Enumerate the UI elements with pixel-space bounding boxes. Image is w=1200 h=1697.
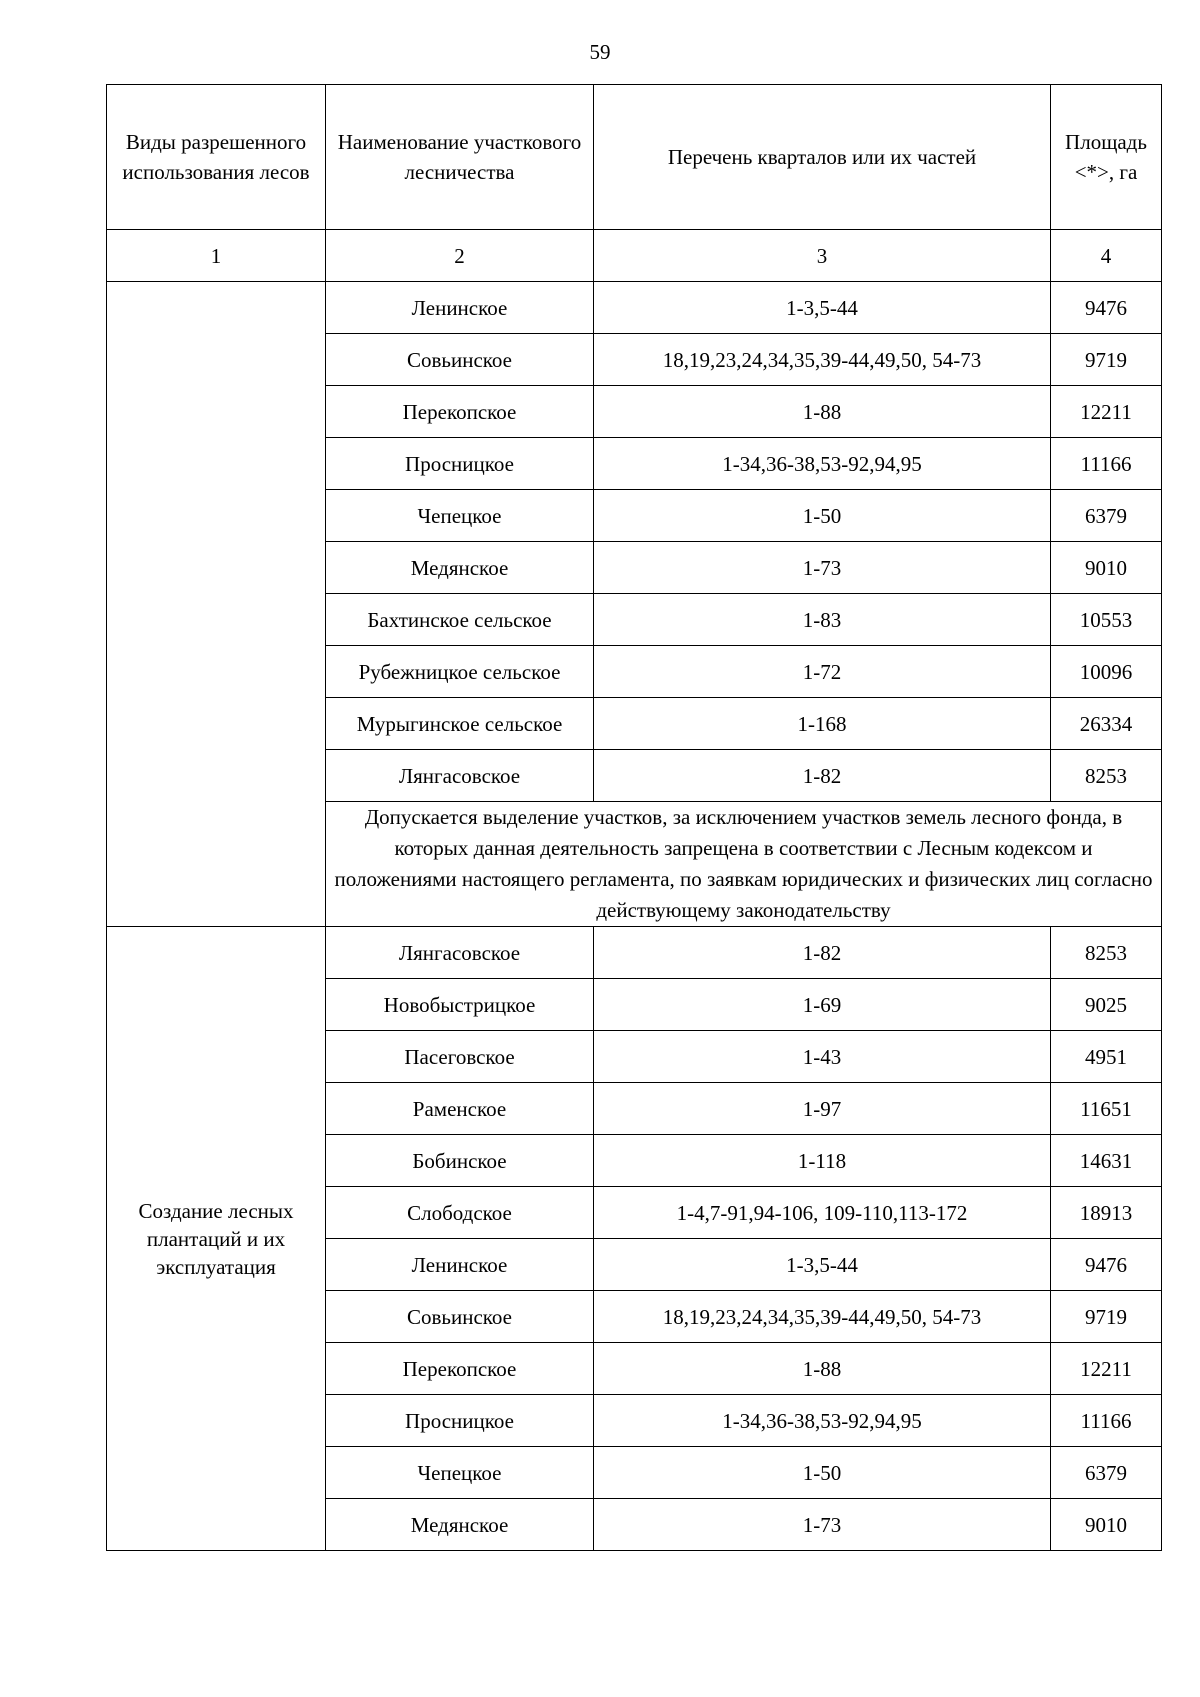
area: 10096 [1051, 646, 1162, 698]
area: 6379 [1051, 490, 1162, 542]
column-number: 1 [107, 230, 326, 282]
column-number: 3 [594, 230, 1051, 282]
column-number: 4 [1051, 230, 1162, 282]
table-row [107, 282, 1162, 334]
forestry-name: Бахтинское сельское [326, 594, 594, 646]
area: 9719 [1051, 334, 1162, 386]
forestry-name: Бобинское [326, 1135, 594, 1187]
area: 8253 [1051, 750, 1162, 802]
forestry-name: Перекопское [326, 1343, 594, 1395]
area: 4951 [1051, 1031, 1162, 1083]
forestry-name: Совьинское [326, 1291, 594, 1343]
forestry-name: Чепецкое [326, 490, 594, 542]
quarters: 18,19,23,24,34,35,39-44,49,50, 54-73 [594, 334, 1051, 386]
quarters: 1-3,5-44 [594, 1239, 1051, 1291]
area: 10553 [1051, 594, 1162, 646]
quarters: 1-83 [594, 594, 1051, 646]
use-type-cell [107, 282, 326, 927]
quarters: 1-50 [594, 490, 1051, 542]
area: 9719 [1051, 1291, 1162, 1343]
quarters: 1-3,5-44 [594, 282, 1051, 334]
forestry-name: Слободское [326, 1187, 594, 1239]
quarters: 1-118 [594, 1135, 1051, 1187]
quarters: 1-168 [594, 698, 1051, 750]
area: 8253 [1051, 927, 1162, 979]
forestry-name: Медянское [326, 1499, 594, 1551]
quarters: 1-82 [594, 927, 1051, 979]
area: 6379 [1051, 1447, 1162, 1499]
forestry-name: Просницкое [326, 1395, 594, 1447]
allocation-note: Допускается выделение участков, за исключением участков земель лесного фонда, в которых данная деятельность запрещена в соответствии с Лесным кодексом и положениями настоящего регламента, по заявкам юридических и физических лиц согласно действующему законодательству [326, 802, 1162, 927]
forestry-name: Совьинское [326, 334, 594, 386]
header-area: Площадь <*>, га [1051, 85, 1162, 230]
header-forestry-name: Наименование участкового лесничества [326, 85, 594, 230]
area: 12211 [1051, 386, 1162, 438]
header-use-type: Виды разрешенного использования лесов [107, 85, 326, 230]
forestry-name: Новобыстрицкое [326, 979, 594, 1031]
forestry-name: Лянгасовское [326, 750, 594, 802]
area: 11651 [1051, 1083, 1162, 1135]
forestry-name: Ленинское [326, 282, 594, 334]
forestry-name: Ленинское [326, 1239, 594, 1291]
area: 12211 [1051, 1343, 1162, 1395]
use-type-cell: Создание лесных плантаций и их эксплуатация [107, 927, 326, 1551]
area: 9476 [1051, 282, 1162, 334]
quarters: 1-82 [594, 750, 1051, 802]
column-number: 2 [326, 230, 594, 282]
area: 9025 [1051, 979, 1162, 1031]
forestry-name: Рубежницкое сельское [326, 646, 594, 698]
forest-use-table [106, 84, 1162, 1551]
area: 9010 [1051, 1499, 1162, 1551]
area: 9476 [1051, 1239, 1162, 1291]
area: 9010 [1051, 542, 1162, 594]
forestry-name: Просницкое [326, 438, 594, 490]
forestry-name: Раменское [326, 1083, 594, 1135]
quarters: 1-73 [594, 1499, 1051, 1551]
quarters: 1-72 [594, 646, 1051, 698]
quarters: 1-88 [594, 1343, 1051, 1395]
quarters: 18,19,23,24,34,35,39-44,49,50, 54-73 [594, 1291, 1051, 1343]
quarters: 1-73 [594, 542, 1051, 594]
quarters: 1-50 [594, 1447, 1051, 1499]
column-number-row [107, 230, 1162, 282]
quarters: 1-34,36-38,53-92,94,95 [594, 1395, 1051, 1447]
forestry-name: Медянское [326, 542, 594, 594]
quarters: 1-97 [594, 1083, 1051, 1135]
forestry-name: Лянгасовское [326, 927, 594, 979]
quarters: 1-4,7-91,94-106, 109-110,113-172 [594, 1187, 1051, 1239]
table-row [107, 927, 1162, 979]
area: 26334 [1051, 698, 1162, 750]
forestry-name: Перекопское [326, 386, 594, 438]
quarters: 1-34,36-38,53-92,94,95 [594, 438, 1051, 490]
area: 18913 [1051, 1187, 1162, 1239]
area: 11166 [1051, 438, 1162, 490]
quarters: 1-69 [594, 979, 1051, 1031]
header-row [107, 85, 1162, 230]
quarters: 1-43 [594, 1031, 1051, 1083]
forestry-name: Чепецкое [326, 1447, 594, 1499]
area: 14631 [1051, 1135, 1162, 1187]
area: 11166 [1051, 1395, 1162, 1447]
forestry-name: Пасеговское [326, 1031, 594, 1083]
forestry-name: Мурыгинское сельское [326, 698, 594, 750]
page-number: 59 [589, 40, 611, 64]
quarters: 1-88 [594, 386, 1051, 438]
header-quarters-list: Перечень кварталов или их частей [594, 85, 1051, 230]
